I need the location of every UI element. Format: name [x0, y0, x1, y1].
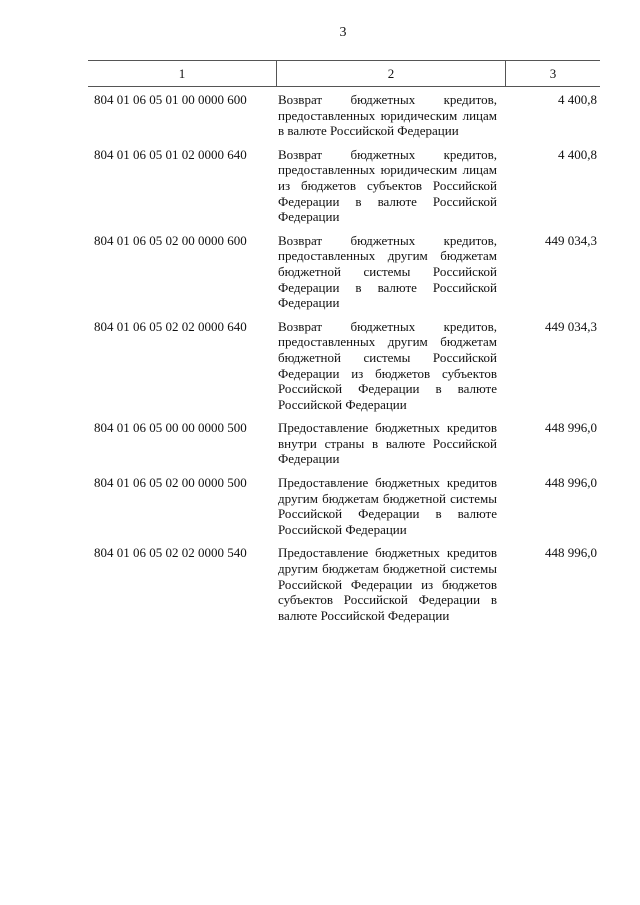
- table-row: [88, 319, 600, 413]
- column-header-name: 2: [277, 61, 506, 86]
- column-header-amount: 3: [549, 65, 557, 81]
- budget-code: 804 01 06 05 02 00 0000 500: [94, 475, 247, 491]
- amount-value: 448 996,0: [545, 420, 597, 436]
- table-row: [88, 92, 600, 139]
- amount-value: 4 400,8: [558, 146, 597, 162]
- budget-code: 804 01 06 05 01 02 0000 640: [94, 146, 247, 162]
- item-description: Возврат бюджетных кредитов, предоставленных другим бюджетам бюджетной системы Российской Федерации в валюте Российской Федерации: [278, 232, 497, 311]
- column-header-code: 1: [88, 61, 277, 86]
- table-row: [88, 420, 600, 467]
- table-body: [88, 87, 600, 623]
- item-description: Возврат бюджетных кредитов, предоставленных юридическим лицам в валюте Российской Федерации: [278, 92, 497, 139]
- amount-value: 4 400,8: [558, 92, 597, 107]
- budget-code: 804 01 06 05 00 00 0000 500: [94, 420, 247, 436]
- item-description: Возврат бюджетных кредитов, предоставленных юридическим лицам из бюджетов субъектов Российской Федерации в валюте Российской Федерации: [278, 146, 497, 225]
- amount-value: 448 996,0: [545, 545, 597, 561]
- item-description: Предоставление бюджетных кредитов другим бюджетам бюджетной системы Российской Федерации из бюджетов субъектов Российской Федерации в валюте Российской Федерации: [278, 545, 497, 623]
- table-row: [88, 147, 600, 225]
- budget-code: 804 01 06 05 02 02 0000 640: [94, 318, 247, 334]
- item-description: Возврат бюджетных кредитов, предоставленных другим бюджетам бюджетной системы Российской Федерации из бюджетов субъектов Российской Федерации в валюте Российской Федерации: [278, 318, 497, 412]
- item-description: Предоставление бюджетных кредитов другим бюджетам бюджетной системы Российской Федерации в валюте Российской Федерации: [278, 475, 497, 537]
- budget-code: 804 01 06 05 01 00 0000 600: [94, 92, 247, 107]
- budget-code: 804 01 06 05 02 00 0000 600: [94, 232, 247, 248]
- page-number: 3: [339, 25, 347, 40]
- budget-code: 804 01 06 05 02 02 0000 540: [94, 545, 247, 561]
- table-header-row: [88, 60, 600, 87]
- table-row: [88, 545, 600, 623]
- amount-value: 449 034,3: [545, 318, 597, 334]
- amount-value: 449 034,3: [545, 232, 597, 248]
- amount-value: 448 996,0: [545, 475, 597, 491]
- table-row: [88, 475, 600, 537]
- item-description: Предоставление бюджетных кредитов внутри страны в валюте Российской Федерации: [278, 420, 497, 467]
- budget-table: [88, 60, 600, 631]
- table-row: [88, 233, 600, 311]
